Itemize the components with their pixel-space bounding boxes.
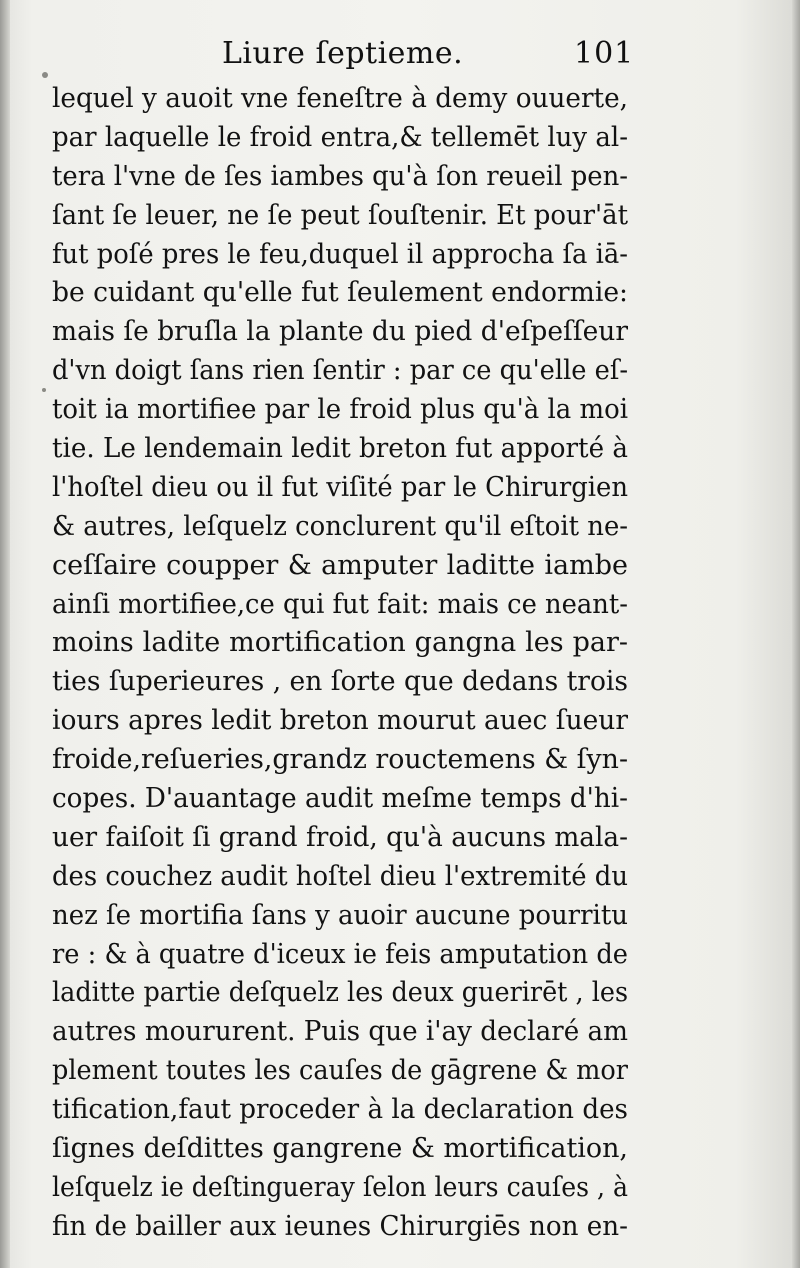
text-line: laditte partie deſquelz les deux guerirēt , les xyxy=(52,977,628,1009)
text-line: toit ia mortifiee par le froid plus qu'à la moi xyxy=(52,394,628,426)
text-line: be cuidant qu'elle fut ſeulement endormie: xyxy=(52,277,628,309)
text-line: des couchez audit hoſtel dieu l'extremité du xyxy=(52,860,628,892)
text-line: ties ſuperieures , en ſorte que dedans trois xyxy=(52,666,628,698)
running-title: Liure ſeptieme. xyxy=(222,36,464,71)
text-line: fin de bailler aux ieunes Chirurgiēs non en- xyxy=(52,1210,628,1242)
text-line: mais ſe bruſla la plante du pied d'eſpeſſeur xyxy=(52,316,628,348)
text-line: tification,faut proceder à la declaration des xyxy=(52,1094,628,1126)
text-line: d'vn doigt ſans rien ſentir : par ce qu'elle eſ- xyxy=(52,355,628,387)
page-gutter-shadow xyxy=(0,0,10,1268)
text-line: ſant ſe leuer, ne ſe peut ſouſtenir. Et pour'āt xyxy=(52,199,628,231)
body-text xyxy=(52,80,628,1247)
text-line: nez ſe mortifia ſans y auoir aucune pourritu xyxy=(52,899,628,931)
page-number: 101 xyxy=(574,36,635,71)
text-line: autres moururent. Puis que i'ay declaré am xyxy=(52,1016,628,1048)
text-line: froide,reſueries,grandz rouctemens & ſyn- xyxy=(52,744,628,776)
text-line: plement toutes les cauſes de gāgrene & mor xyxy=(52,1055,628,1087)
text-line: par laquelle le froid entra,& tellemēt luy al- xyxy=(52,121,628,153)
text-line: uer faiſoit ſi grand froid, qu'à aucuns mala- xyxy=(52,821,628,853)
text-line: tera l'vne de ſes iambes qu'à ſon reueil pen- xyxy=(52,160,628,192)
text-line: l'hoſtel dieu ou il fut viſité par le Chirurgien xyxy=(52,471,628,503)
page-edge-shadow xyxy=(792,0,800,1268)
text-line: iours apres ledit breton mourut auec ſueur xyxy=(52,705,628,737)
ink-speck xyxy=(42,72,48,78)
text-line: ceſſaire coupper & amputer laditte iambe xyxy=(52,549,628,581)
text-line: & autres, leſquelz conclurent qu'il eſtoit ne- xyxy=(52,510,628,542)
text-line: leſquelz ie deſtingueray ſelon leurs cauſes , à xyxy=(52,1171,628,1203)
text-line: moins ladite mortification gangna les par- xyxy=(52,627,628,659)
text-line: ſignes deſdittes gangrene & mortification, xyxy=(52,1133,628,1165)
text-line: copes. D'auantage audit meſme temps d'hi- xyxy=(52,783,628,815)
text-line: fut poſé pres le feu,duquel il approcha ſa iā- xyxy=(52,238,628,270)
text-line: tie. Le lendemain ledit breton fut apporté à xyxy=(52,433,628,465)
text-line: re : & à quatre d'iceux ie feis amputation de xyxy=(52,938,628,970)
text-line: ainſi mortifiee,ce qui fut fait: mais ce neant- xyxy=(52,588,628,620)
running-head xyxy=(0,28,800,78)
ink-speck xyxy=(42,388,46,392)
text-line: lequel y auoit vne feneſtre à demy ouuerte, xyxy=(52,83,628,114)
